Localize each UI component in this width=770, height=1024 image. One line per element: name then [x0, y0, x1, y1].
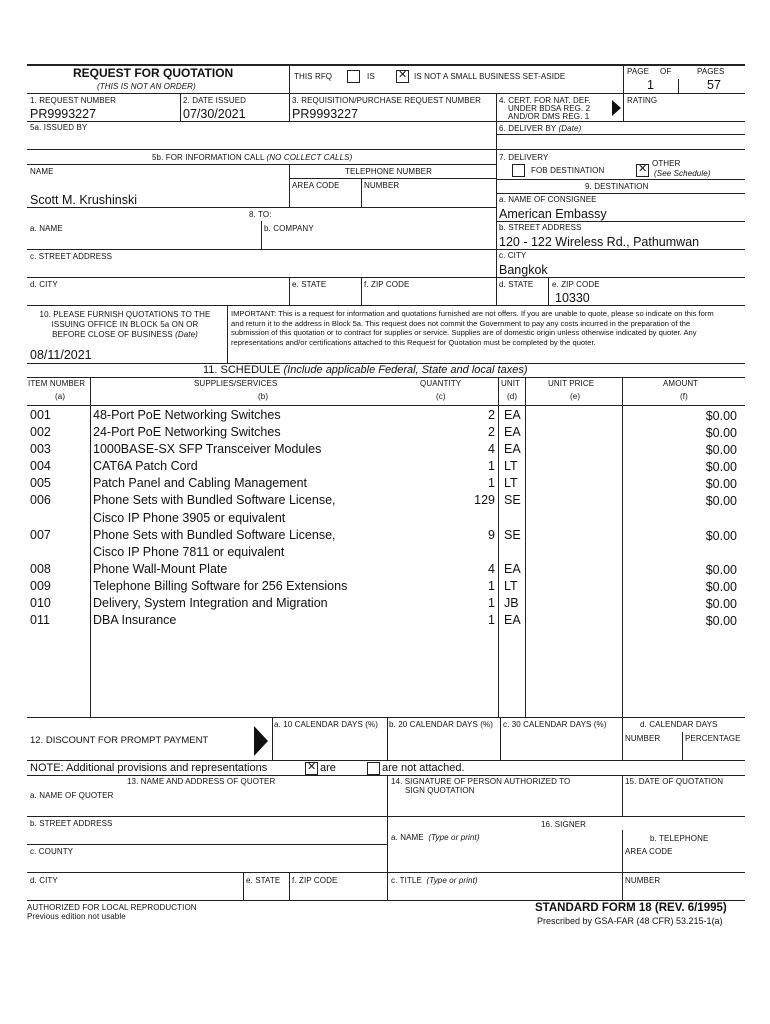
to-name-label: a. NAME	[30, 224, 63, 233]
quoter-zip-label: f. ZIP CODE	[292, 876, 338, 885]
are-not-label: are not attached.	[382, 762, 465, 774]
to-company-label: b. COMPANY	[264, 224, 314, 233]
item-description-line-2: Cisco IP Phone 3905 or equivalent	[93, 511, 286, 525]
discount-number: NUMBER	[625, 734, 661, 743]
item-number: 005	[30, 476, 51, 490]
item-amount: $0.00	[705, 580, 737, 594]
col-supplies-sub: (b)	[258, 392, 269, 401]
are-attached-checkbox[interactable]	[305, 762, 318, 775]
requisition-label: 3. REQUISITION/PURCHASE REQUEST NUMBER	[292, 96, 482, 105]
to-state-label: e. STATE	[292, 280, 327, 289]
prescribed-by: Prescribed by GSA-FAR (48 CFR) 53.215-1(a)	[537, 916, 723, 926]
dest-street-value[interactable]: 120 - 122 Wireless Rd., Pathumwan	[499, 235, 700, 249]
item-unit: SE	[504, 528, 521, 542]
standard-form-name: STANDARD FORM 18 (REV. 6/1995)	[535, 902, 727, 914]
date-of-quotation-label: 15. DATE OF QUOTATION	[625, 777, 724, 786]
date-issued-value[interactable]: 07/30/2021	[183, 107, 246, 121]
item-amount: $0.00	[705, 494, 737, 508]
item-unit: EA	[504, 408, 521, 422]
schedule-title: 11. SCHEDULE (Include applicable Federal, State and local taxes)	[203, 364, 528, 376]
discount-label: 12. DISCOUNT FOR PROMPT PAYMENT	[30, 735, 209, 746]
item-description: Phone Sets with Bundled Software License,	[93, 493, 336, 507]
quotation-due-date[interactable]: 08/11/2021	[30, 348, 92, 362]
requisition-value[interactable]: PR9993227	[292, 107, 359, 121]
arrow-right-icon	[612, 100, 621, 116]
dest-street-label: b. STREET ADDRESS	[499, 223, 582, 232]
item-amount: $0.00	[705, 614, 737, 628]
item-amount: $0.00	[705, 529, 737, 543]
col-unit-sub: (d)	[507, 392, 518, 401]
cert-label-1: 4. CERT. FOR NAT. DEF.	[499, 96, 591, 105]
item-quantity: 2	[488, 408, 495, 422]
item-unit: LT	[504, 579, 518, 593]
item-quantity: 129	[474, 493, 495, 507]
item-number: 003	[30, 442, 51, 456]
col-amount: AMOUNT	[663, 379, 699, 388]
col-item-number: ITEM NUMBER	[28, 379, 86, 388]
signer-label: 16. SIGNER	[541, 820, 587, 829]
number-label: NUMBER	[364, 181, 400, 190]
item-number: 008	[30, 562, 51, 576]
other-label: OTHER	[652, 159, 681, 168]
signer-number-label: NUMBER	[625, 876, 661, 885]
item-unit: SE	[504, 493, 521, 507]
item-description: DBA Insurance	[93, 613, 177, 627]
request-number-label: 1. REQUEST NUMBER	[30, 96, 117, 105]
to-street-label: c. STREET ADDRESS	[30, 252, 113, 261]
signer-telephone-label: b. TELEPHONE	[650, 834, 709, 843]
dest-city-value[interactable]: Bangkok	[499, 263, 548, 277]
item-number: 004	[30, 459, 51, 473]
signature-label-2: SIGN QUOTATION	[405, 786, 475, 795]
cert-label-2: UNDER BDSA REG. 2	[508, 104, 591, 113]
col-unit: UNIT	[501, 379, 521, 388]
note-text: NOTE: Additional provisions and representations	[30, 762, 268, 774]
total-pages: 57	[707, 78, 721, 92]
item-number: 002	[30, 425, 51, 439]
request-number-value[interactable]: PR9993227	[30, 107, 97, 121]
auth-reproduction: AUTHORIZED FOR LOCAL REPRODUCTION	[27, 903, 197, 912]
item-description-line-2: Cisco IP Phone 7811 or equivalent	[93, 545, 285, 559]
item-amount: $0.00	[705, 597, 737, 611]
destination-label: 9. DESTINATION	[585, 182, 649, 191]
col-quantity-sub: (c)	[436, 392, 446, 401]
previous-edition: Previous edition not usable	[27, 912, 126, 921]
item-description: 24-Port PoE Networking Switches	[93, 425, 281, 439]
dest-city-label: c. CITY	[499, 251, 527, 260]
item-amount: $0.00	[705, 563, 737, 577]
is-label: IS	[367, 72, 375, 81]
furnish-line-2: ISSUING OFFICE IN BLOCK 5a ON OR	[51, 320, 199, 329]
of-label: OF	[660, 67, 672, 76]
telephone-label: TELEPHONE NUMBER	[345, 167, 432, 176]
item-quantity: 4	[488, 442, 495, 456]
deliver-by-label: 6. DELIVER BY (Date)	[499, 124, 582, 133]
col-supplies: SUPPLIES/SERVICES	[194, 379, 278, 388]
item-quantity: 1	[488, 579, 495, 593]
quoter-city-label: d. CITY	[30, 876, 58, 885]
cert-label-3: AND/OR DMS REG. 1	[508, 112, 590, 121]
are-label: are	[320, 762, 336, 774]
col-amount-sub: (f)	[680, 392, 688, 401]
quoter-county-label: c. COUNTY	[30, 847, 74, 856]
item-amount: $0.00	[705, 426, 737, 440]
item-quantity: 1	[488, 476, 495, 490]
col-item-number-sub: (a)	[55, 392, 66, 401]
signer-area-code-label: AREA CODE	[625, 847, 673, 856]
furnish-line-1: 10. PLEASE FURNISH QUOTATIONS TO THE	[39, 310, 211, 319]
item-description: Delivery, System Integration and Migration	[93, 596, 328, 610]
other-delivery-checkbox[interactable]	[636, 164, 649, 177]
important-notice: IMPORTANT: This is a request for information and quotations furnished are not offers. If you are unable to quote, please so indicate on this form and return it to the address in Block 5a. This request does not commit the Government to pay any costs incurred in the preparation of the submission of this quotation or to contract for supplies or service. Supplies are of domestic origin unless otherwise indicated by quoter. Any representations and/or certifications attached to this Request for Quotation must be completed by the quoter.	[231, 309, 714, 347]
page-number: 1	[647, 78, 654, 92]
col-unit-price: UNIT PRICE	[548, 379, 595, 388]
consignee-label: a. NAME OF CONSIGNEE	[499, 195, 597, 204]
item-unit: EA	[504, 562, 521, 576]
item-quantity: 1	[488, 459, 495, 473]
discount-10-days: a. 10 CALENDAR DAYS (%)	[274, 720, 378, 729]
to-city-label: d. CITY	[30, 280, 58, 289]
name-label: NAME	[30, 167, 54, 176]
is-not-set-aside-checkbox[interactable]	[396, 70, 409, 83]
quoter-street-label: b. STREET ADDRESS	[30, 819, 113, 828]
arrow-right-icon	[254, 726, 268, 756]
signer-title-label: c. TITLE (Type or print)	[391, 876, 478, 885]
item-description: CAT6A Patch Cord	[93, 459, 198, 473]
discount-calendar-days: d. CALENDAR DAYS	[640, 720, 718, 729]
item-number: 001	[30, 408, 51, 422]
is-not-label: IS NOT A SMALL BUSINESS SET-ASIDE	[414, 72, 566, 81]
col-unit-price-sub: (e)	[570, 392, 581, 401]
area-code-label: AREA CODE	[292, 181, 340, 190]
dest-zip-label: e. ZIP CODE	[552, 280, 600, 289]
date-issued-label: 2. DATE ISSUED	[183, 96, 247, 105]
quoter-name-label: a. NAME OF QUOTER	[30, 791, 114, 800]
this-rfq-label: THIS RFQ	[294, 72, 333, 81]
discount-percentage: PERCENTAGE	[685, 734, 741, 743]
item-description: 48-Port PoE Networking Switches	[93, 408, 281, 422]
item-description: Phone Sets with Bundled Software License,	[93, 528, 336, 542]
consignee-value[interactable]: American Embassy	[499, 207, 607, 221]
dest-state-label: d. STATE	[499, 280, 534, 289]
item-quantity: 1	[488, 596, 495, 610]
pages-label: PAGES	[697, 67, 725, 76]
item-unit: JB	[504, 596, 519, 610]
item-unit: EA	[504, 425, 521, 439]
item-description: Phone Wall-Mount Plate	[93, 562, 228, 576]
item-quantity: 1	[488, 613, 495, 627]
signer-name-label: a. NAME (Type or print)	[391, 833, 480, 842]
form-subtitle: (THIS IS NOT AN ORDER)	[97, 82, 196, 91]
dest-zip-value[interactable]: 10330	[555, 291, 590, 305]
issued-by-label: 5a. ISSUED BY	[30, 123, 88, 132]
fob-destination-label: FOB DESTINATION	[531, 166, 605, 175]
info-call-label: 5b. FOR INFORMATION CALL (NO COLLECT CALLS)	[152, 153, 353, 162]
discount-20-days: b. 20 CALENDAR DAYS (%)	[389, 720, 493, 729]
item-description: Patch Panel and Cabling Management	[93, 476, 308, 490]
to-zip-label: f. ZIP CODE	[364, 280, 410, 289]
item-number: 007	[30, 528, 51, 542]
form-title: REQUEST FOR QUOTATION	[73, 66, 234, 80]
item-number: 010	[30, 596, 51, 610]
item-description: Telephone Billing Software for 256 Extensions	[93, 579, 348, 593]
item-amount: $0.00	[705, 409, 737, 423]
are-not-attached-checkbox[interactable]	[367, 762, 380, 775]
item-unit: LT	[504, 459, 518, 473]
contact-name[interactable]: Scott M. Krushinski	[30, 193, 137, 207]
item-number: 009	[30, 579, 51, 593]
item-unit: EA	[504, 442, 521, 456]
item-quantity: 9	[488, 528, 495, 542]
item-unit: LT	[504, 476, 518, 490]
discount-30-days: c. 30 CALENDAR DAYS (%)	[503, 720, 607, 729]
item-amount: $0.00	[705, 477, 737, 491]
col-quantity: QUANTITY	[420, 379, 462, 388]
item-unit: EA	[504, 613, 521, 627]
item-amount: $0.00	[705, 460, 737, 474]
to-label: 8. TO:	[249, 210, 272, 219]
quoter-state-label: e. STATE	[246, 876, 281, 885]
page-label: PAGE	[627, 67, 650, 76]
rating-label: RATING	[627, 96, 658, 105]
item-quantity: 4	[488, 562, 495, 576]
item-amount: $0.00	[705, 443, 737, 457]
item-quantity: 2	[488, 425, 495, 439]
fob-destination-checkbox[interactable]	[512, 164, 525, 177]
furnish-line-3: BEFORE CLOSE OF BUSINESS (Date)	[52, 330, 198, 339]
quoter-section-label: 13. NAME AND ADDRESS OF QUOTER	[127, 777, 276, 786]
item-description: 1000BASE-SX SFP Transceiver Modules	[93, 442, 322, 456]
item-number: 006	[30, 493, 51, 507]
item-number: 011	[30, 613, 50, 627]
see-schedule-note: (See Schedule)	[654, 169, 711, 178]
is-set-aside-checkbox[interactable]	[347, 70, 360, 83]
delivery-label: 7. DELIVERY	[499, 153, 549, 162]
signature-label-1: 14. SIGNATURE OF PERSON AUTHORIZED TO	[391, 777, 571, 786]
